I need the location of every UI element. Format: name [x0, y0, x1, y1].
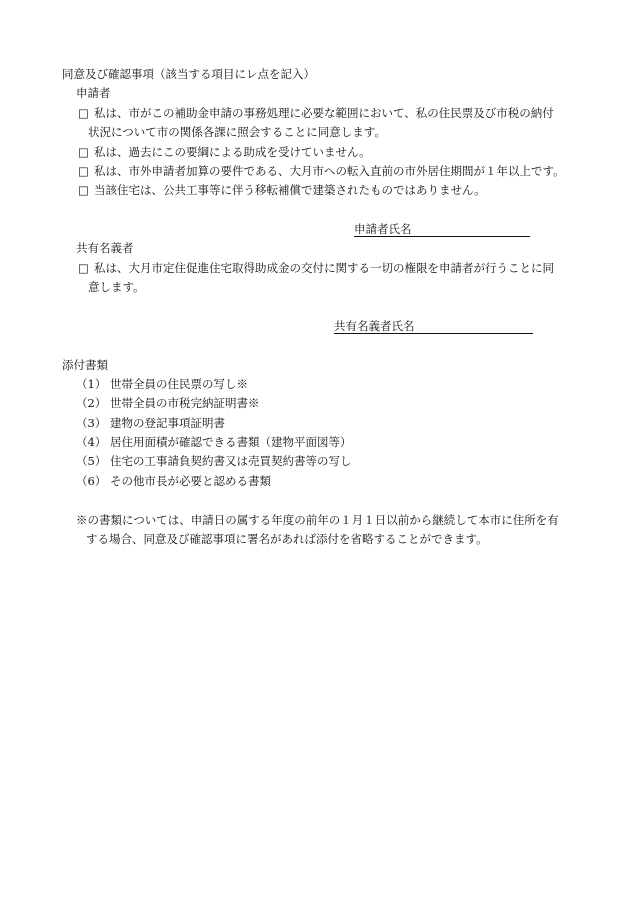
attachments-note: ※の書類については、申請日の属する年度の前年の１月１日以前から継続して本市に住所を有	[76, 513, 559, 527]
attachments-note-continued: する場合、同意及び確認事項に署名があれば添付を省略することができます。	[86, 532, 488, 546]
applicant-label: 申請者	[76, 86, 111, 100]
checkbox-icon[interactable]: □	[78, 145, 89, 159]
attachment-item-1: （1） 世帯全員の住民票の写し※	[76, 377, 248, 391]
coowner-item	[78, 260, 554, 276]
coowner-signature-label: 共有名義者氏名	[334, 319, 415, 333]
checkbox-icon[interactable]: □	[78, 183, 89, 197]
consent-item-3-text: 私は、市外申請者加算の要件である、大月市への転入直前の市外居住期間が１年以上です。	[94, 164, 565, 178]
applicant-signature-field[interactable]	[354, 221, 530, 237]
checkbox-icon[interactable]: □	[78, 164, 89, 178]
attachment-item-3: （3） 建物の登記事項証明書	[76, 416, 225, 430]
coowner-signature-field[interactable]	[334, 318, 533, 334]
consent-item-1	[78, 105, 554, 121]
coowner-item-continued: 意します。	[88, 280, 145, 294]
consent-heading: 同意及び確認事項（該当する項目にレ点を記入）	[62, 67, 315, 81]
attachment-item-4: （4） 居住用面積が確認できる書類（建物平面図等）	[76, 435, 352, 449]
attachment-item-5: （5） 住宅の工事請負契約書又は売買契約書等の写し	[76, 454, 352, 468]
consent-item-2	[78, 144, 371, 160]
applicant-signature-label: 申請者氏名	[354, 222, 412, 236]
coowner-label: 共有名義者	[76, 241, 134, 255]
consent-item-4-text: 当該住宅は、公共工事等に伴う移転補償で建築されたものではありません。	[94, 183, 486, 197]
attachment-item-6: （6） その他市長が必要と認める書類	[76, 474, 271, 488]
consent-item-1-text: 私は、市がこの補助金申請の事務処理に必要な範囲において、私の住民票及び市税の納付	[94, 106, 554, 120]
coowner-item-text: 私は、大月市定住促進住宅取得助成金の交付に関する一切の権限を申請者が行うことに同	[94, 261, 554, 275]
checkbox-icon[interactable]: □	[78, 106, 89, 120]
consent-item-4	[78, 182, 486, 198]
consent-item-2-text: 私は、過去にこの要綱による助成を受けていません。	[94, 145, 371, 159]
consent-item-3	[78, 163, 565, 179]
checkbox-icon[interactable]: □	[78, 261, 89, 275]
consent-item-1-continued: 状況について市の関係各課に照会することに同意します。	[88, 125, 386, 139]
attachment-item-2: （2） 世帯全員の市税完納証明書※	[76, 396, 260, 410]
attachments-heading: 添付書類	[62, 358, 108, 372]
